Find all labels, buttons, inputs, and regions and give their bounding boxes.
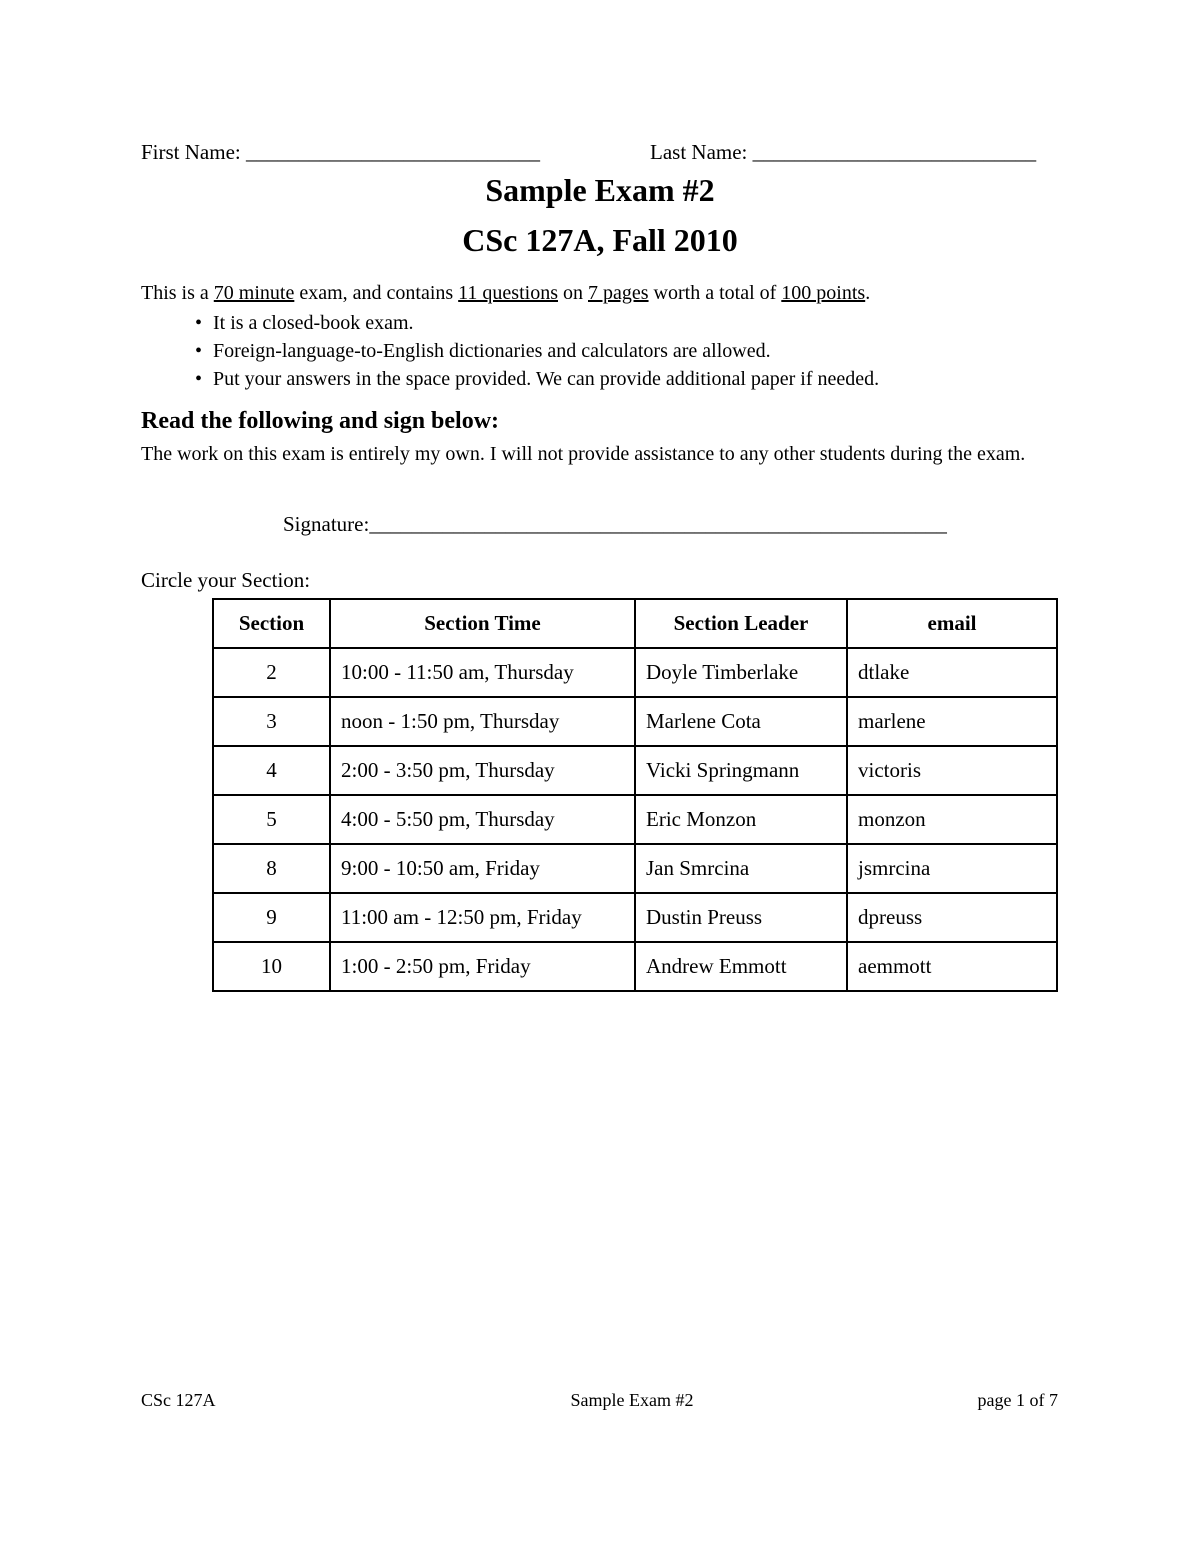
first-name-blank[interactable]: ____________________________	[246, 140, 540, 164]
section-leader: Vicki Springmann	[635, 746, 847, 795]
footer-title: Sample Exam #2	[570, 1390, 694, 1410]
pledge-heading: Read the following and sign below:	[141, 408, 500, 434]
section-time: 4:00 - 5:50 pm, Thursday	[330, 795, 635, 844]
rule-item: • Put your answers in the space provided. We can provide additional paper if needed.	[213, 365, 879, 393]
section-leader: Eric Monzon	[635, 795, 847, 844]
rule-item: • Foreign-language-to-English dictionaries and calculators are allowed.	[213, 337, 879, 365]
intro-questions: 11 questions	[458, 282, 558, 304]
section-time: 9:00 - 10:50 am, Friday	[330, 844, 635, 893]
table-row[interactable]	[213, 648, 1057, 697]
section-leader: Dustin Preuss	[635, 893, 847, 942]
footer-page-number: page 1 of 7	[977, 1390, 1058, 1410]
table-row[interactable]	[213, 942, 1057, 991]
intro-points: 100 points	[781, 282, 866, 304]
exam-intro	[141, 282, 870, 305]
section-time: 10:00 - 11:50 am, Thursday	[330, 648, 635, 697]
section-number[interactable]: 9	[213, 893, 330, 942]
header-section-leader: Section Leader	[635, 599, 847, 648]
table-row[interactable]	[213, 746, 1057, 795]
header-section: Section	[213, 599, 330, 648]
section-email: dpreuss	[847, 893, 1057, 942]
table-header-row	[213, 599, 1057, 648]
last-name-blank[interactable]: ___________________________	[752, 140, 1037, 164]
section-number[interactable]: 5	[213, 795, 330, 844]
intro-mid3: worth a total of	[653, 282, 777, 304]
section-email: monzon	[847, 795, 1057, 844]
section-time: noon - 1:50 pm, Thursday	[330, 697, 635, 746]
intro-mid1: exam, and contains	[299, 282, 454, 304]
section-prompt: Circle your Section:	[141, 568, 311, 592]
table-row[interactable]	[213, 697, 1057, 746]
section-leader: Marlene Cota	[635, 697, 847, 746]
exam-title: Sample Exam #2	[485, 172, 715, 208]
section-email: jsmrcina	[847, 844, 1057, 893]
course-title: CSc 127A, Fall 2010	[462, 222, 738, 258]
section-leader: Andrew Emmott	[635, 942, 847, 991]
last-name-label: Last Name:	[650, 140, 748, 164]
section-email: victoris	[847, 746, 1057, 795]
header-section-time: Section Time	[330, 599, 635, 648]
intro-mid2: on	[563, 282, 583, 304]
section-time: 11:00 am - 12:50 pm, Friday	[330, 893, 635, 942]
pledge-text: The work on this exam is entirely my own. I will not provide assistance to any other students during the exam.	[141, 443, 1026, 465]
section-leader: Jan Smrcina	[635, 844, 847, 893]
section-number[interactable]: 3	[213, 697, 330, 746]
section-number[interactable]: 8	[213, 844, 330, 893]
sections-table	[212, 598, 1058, 992]
table-row[interactable]	[213, 893, 1057, 942]
signature-blank[interactable]: _______________________________________________________	[369, 512, 947, 536]
table-row[interactable]	[213, 844, 1057, 893]
intro-duration: 70 minute	[213, 282, 295, 304]
intro-suffix: .	[865, 282, 871, 304]
header-email: email	[847, 599, 1057, 648]
section-leader: Doyle Timberlake	[635, 648, 847, 697]
first-name-field[interactable]	[141, 140, 540, 165]
section-number[interactable]: 2	[213, 648, 330, 697]
section-email: marlene	[847, 697, 1057, 746]
rule-item: • It is a closed-book exam.	[213, 309, 879, 337]
last-name-field[interactable]	[650, 140, 1036, 165]
intro-prefix: This is a	[141, 282, 209, 304]
section-email: dtlake	[847, 648, 1057, 697]
footer-course: CSc 127A	[141, 1390, 216, 1410]
section-number[interactable]: 4	[213, 746, 330, 795]
section-time: 2:00 - 3:50 pm, Thursday	[330, 746, 635, 795]
table-row[interactable]	[213, 795, 1057, 844]
section-number[interactable]: 10	[213, 942, 330, 991]
first-name-label: First Name:	[141, 140, 241, 164]
section-time: 1:00 - 2:50 pm, Friday	[330, 942, 635, 991]
exam-rules-list	[213, 309, 879, 393]
signature-label: Signature:	[283, 512, 370, 536]
signature-field[interactable]	[283, 512, 947, 537]
intro-pages: 7 pages	[588, 282, 649, 304]
section-email: aemmott	[847, 942, 1057, 991]
